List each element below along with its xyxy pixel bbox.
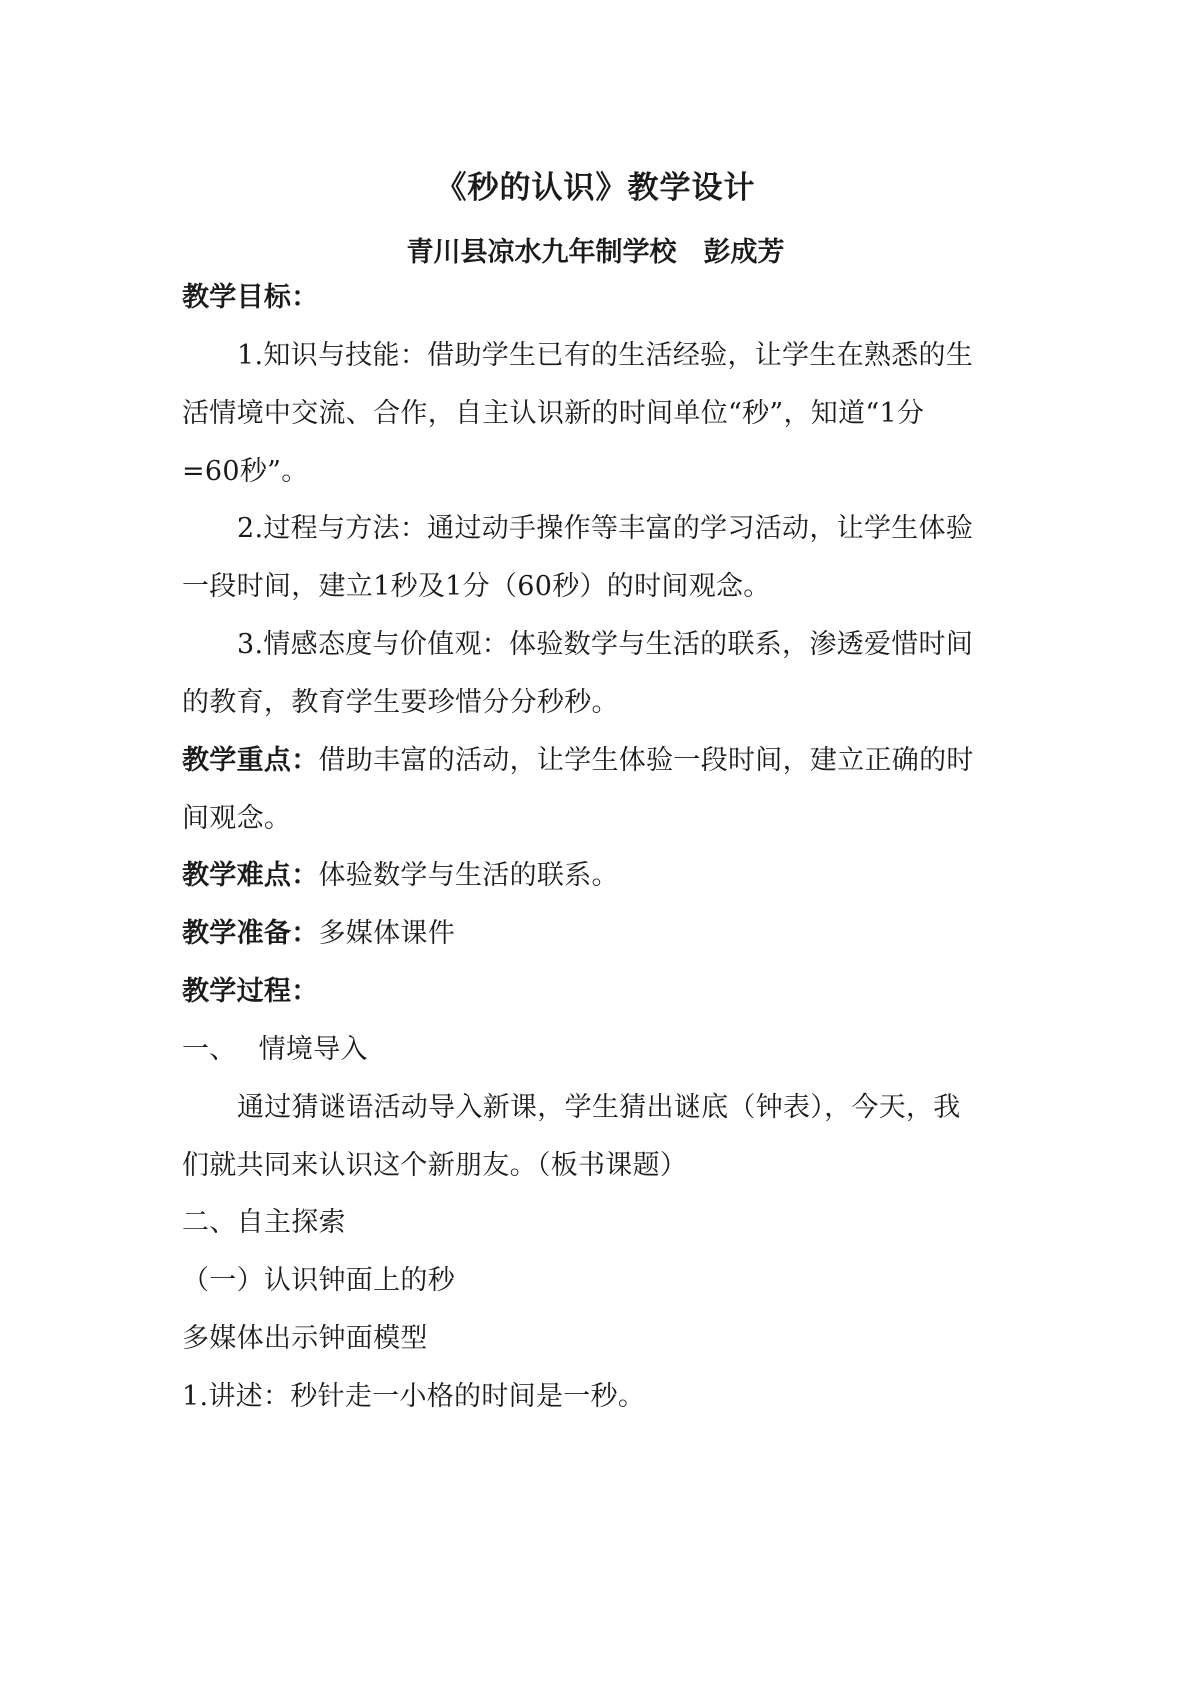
objective-1-line-1: 1.知识与技能：借助学生已有的生活经验，让学生在熟悉的生: [237, 340, 974, 371]
section-2-line-1: 多媒体出示钟面模型: [182, 1323, 428, 1354]
author-line: 青川县凉水九年制学校 彭成芳: [406, 237, 785, 268]
objectives-heading: 教学目标：: [182, 282, 319, 313]
objective-1-line-3: =60秒”。: [182, 456, 309, 487]
section-2-line-2: 1.讲述：秒针走一小格的时间是一秒。: [182, 1381, 646, 1412]
difficulty-line: [182, 858, 1022, 894]
section-1-para-line-2: 们就共同来认识这个新朋友。（板书课题）: [182, 1150, 688, 1181]
section-1-heading: [182, 1032, 1022, 1068]
objective-3-line-1: 3.情感态度与价值观：体验数学与生活的联系，渗透爱惜时间: [237, 629, 974, 660]
preparation-label: 教学准备：: [182, 918, 319, 949]
difficulty-text: 体验数学与生活的联系。: [318, 860, 619, 891]
objective-3-line-2: 的教育，教育学生要珍惜分分秒秒。: [182, 687, 619, 718]
section-1-title: 情境导入: [258, 1034, 368, 1065]
key-point-label: 教学重点：: [182, 745, 319, 776]
section-2-sub-1: （一）认识钟面上的秒: [182, 1265, 455, 1296]
objective-1-line-2: 活情境中交流、合作，自主认识新的时间单位“秒”，知道“1分: [182, 398, 925, 429]
section-2-heading: 二、自主探索: [182, 1207, 346, 1238]
key-point-line-2: 间观念。: [182, 803, 292, 834]
process-heading: 教学过程：: [182, 976, 319, 1007]
difficulty-label: 教学难点：: [182, 860, 319, 891]
section-1-number: 一、: [182, 1034, 237, 1065]
preparation-text: 多媒体课件: [318, 918, 455, 949]
key-point-line-1: [182, 743, 1022, 779]
objective-2-line-2: 一段时间，建立1秒及1分（60秒）的时间观念。: [182, 571, 771, 602]
section-1-para-line-1: 通过猜谜语活动导入新课，学生猜出谜底（钟表），今天，我: [237, 1092, 961, 1123]
document-title: 《秒的认识》教学设计: [435, 170, 756, 206]
preparation-line: [182, 916, 1022, 952]
objective-2-line-1: 2.过程与方法：通过动手操作等丰富的学习活动，让学生体验: [237, 513, 974, 544]
key-point-text: 借助丰富的活动，让学生体验一段时间，建立正确的时: [318, 745, 974, 776]
